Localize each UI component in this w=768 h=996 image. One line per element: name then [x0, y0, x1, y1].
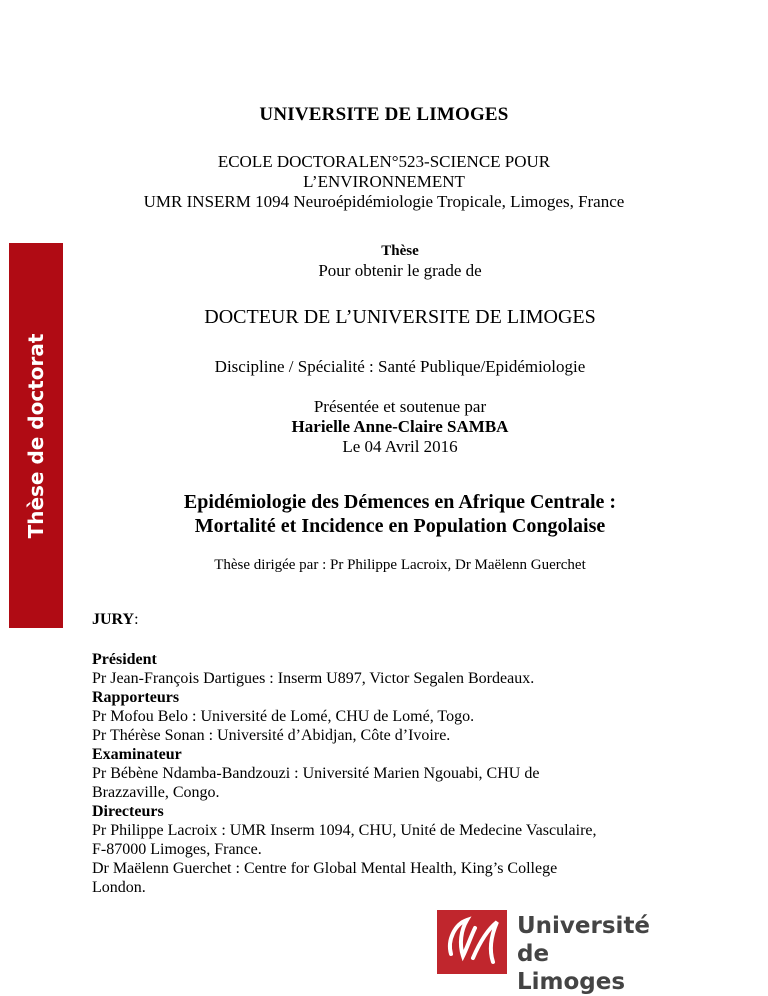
logo-mark-icon [437, 910, 507, 974]
university-title: UNIVERSITE DE LIMOGES [259, 104, 509, 125]
jury-member-examinateur-line-1: Pr Bébène Ndamba-Bandzouzi : Université Marien Ngouabi, CHU de [92, 765, 540, 782]
discipline: Discipline / Spécialité : Santé Publique/Epidémiologie [214, 357, 586, 376]
thesis-title-line-1: Epidémiologie des Démences en Afrique Centrale : [183, 491, 617, 513]
these-label: Thèse [381, 243, 419, 259]
jury-member-directeur-1-line-1: Pr Philippe Lacroix : UMR Inserm 1094, CHU, Unité de Medecine Vasculaire, [92, 822, 597, 839]
jury-member-directeur-2-line-2: London. [92, 879, 146, 896]
presented-by: Présentée et soutenue par [313, 397, 487, 416]
jury-list [92, 650, 692, 897]
jury-member-rapporteur-2: Pr Thérèse Sonan : Université d’Abidjan, Côte d’Ivoire. [92, 727, 451, 744]
jury-heading [92, 611, 139, 629]
side-band-text: Thèse de doctorat [24, 333, 48, 538]
jury-label: JURY [92, 611, 135, 628]
ul-monogram-icon [437, 910, 507, 974]
role-directeurs: Directeurs [92, 803, 164, 820]
role-examinateur: Examinateur [92, 746, 182, 763]
jury-colon: : [134, 611, 139, 628]
jury-member-rapporteur-1: Pr Mofou Belo : Université de Lomé, CHU de Lomé, Togo. [92, 708, 475, 725]
role-president: Président [92, 651, 157, 668]
jury-member-directeur-2-line-1: Dr Maëlenn Guerchet : Centre for Global Mental Health, King’s College [92, 860, 558, 877]
logo-text [517, 912, 657, 996]
jury-member-examinateur-line-2: Brazzaville, Congo. [92, 784, 220, 801]
role-rapporteurs: Rapporteurs [92, 689, 180, 706]
grade-purpose: Pour obtenir le grade de [318, 261, 482, 280]
school-line-2: L’ENVIRONNEMENT [303, 172, 465, 191]
university-logo [437, 910, 657, 995]
supervisors: Thèse dirigée par : Pr Philippe Lacroix, Dr Maëlenn Guerchet [214, 557, 586, 573]
thesis-title [120, 490, 680, 538]
jury-member-president: Pr Jean-François Dartigues : Inserm U897, Victor Segalen Bordeaux. [92, 670, 535, 687]
doctoral-school [0, 152, 768, 212]
school-line-1: ECOLE DOCTORALEN°523-SCIENCE POUR [217, 152, 551, 171]
side-band [9, 243, 63, 628]
thesis-title-line-2: Mortalité et Incidence en Population Congolaise [194, 515, 606, 537]
logo-text-line-2: de Limoges [517, 941, 626, 995]
logo-text-line-1: Université [517, 913, 651, 939]
author-name: Harielle Anne-Claire SAMBA [291, 417, 509, 436]
degree-title: DOCTEUR DE L’UNIVERSITE DE LIMOGES [204, 306, 596, 328]
presentation-block [150, 397, 650, 457]
jury-member-directeur-1-line-2: F-87000 Limoges, France. [92, 841, 262, 858]
defense-date: Le 04 Avril 2016 [342, 437, 458, 456]
research-unit: UMR INSERM 1094 Neuroépidémiologie Tropicale, Limoges, France [143, 192, 625, 211]
